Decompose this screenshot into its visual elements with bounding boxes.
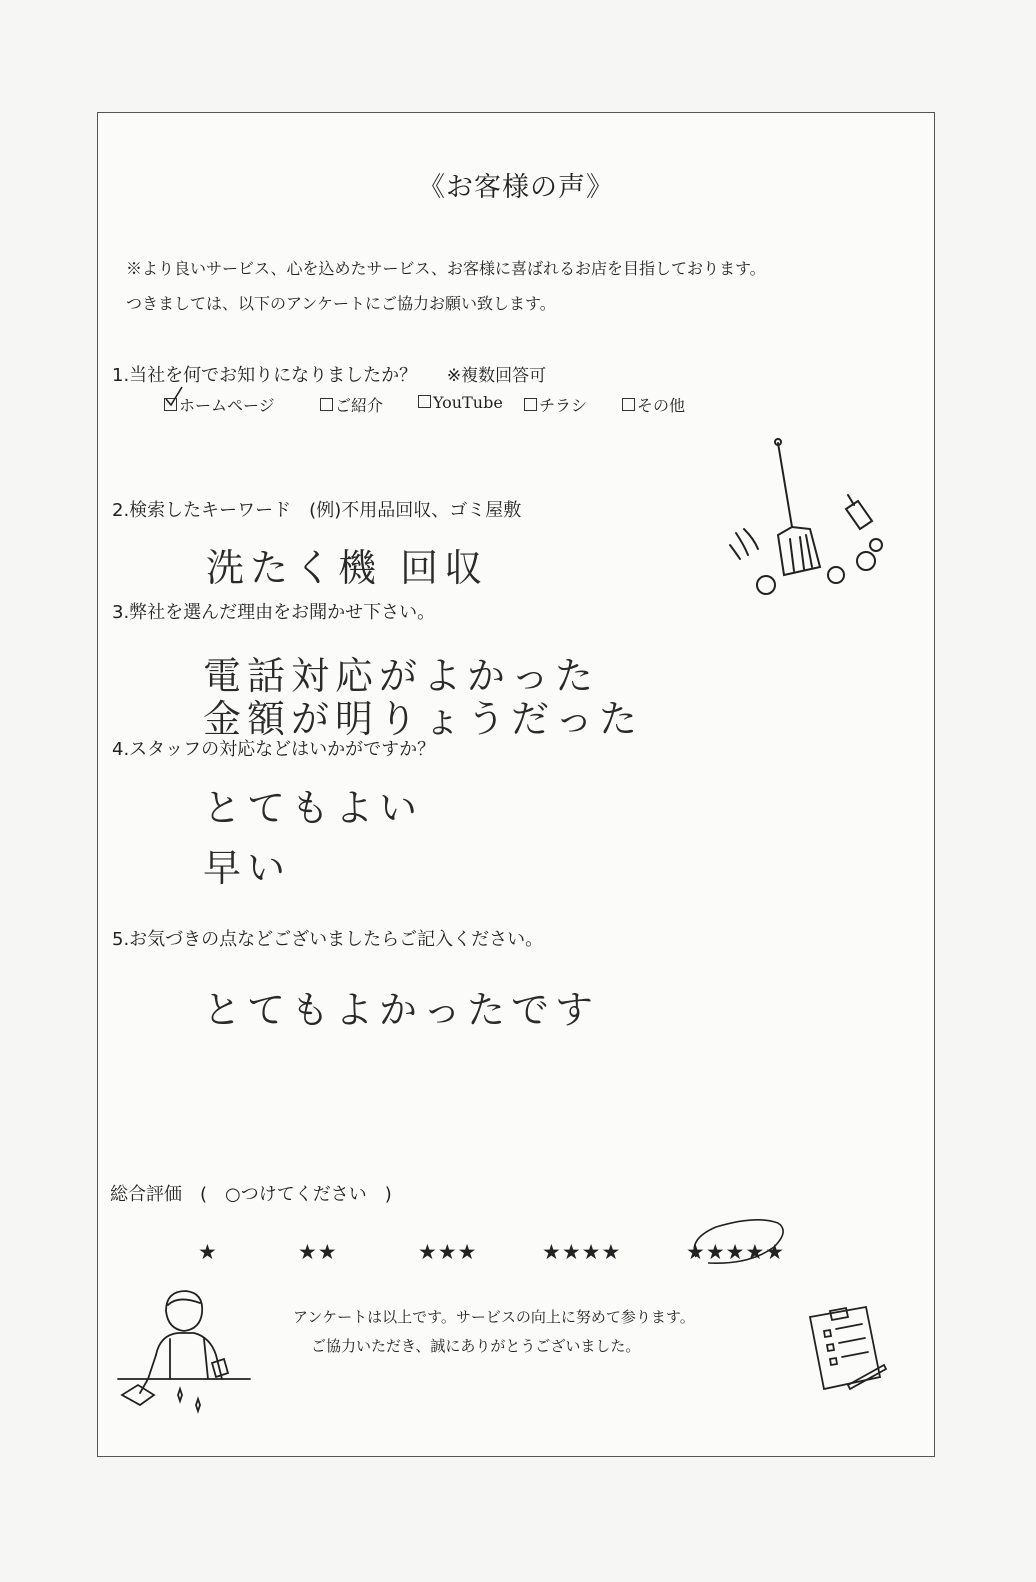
page-title: 《お客様の声》	[418, 172, 614, 203]
option-youtube[interactable]: YouTube	[418, 393, 503, 412]
rating-option-1[interactable]: ★	[198, 1240, 218, 1264]
checkbox[interactable]	[622, 398, 635, 411]
closing-line-2: ご協力いただき、誠にありがとうございました。	[311, 1337, 641, 1355]
question-1-note: ※複数回答可	[446, 366, 547, 386]
question-1-text: 1.当社を何でお知りになりましたか？	[112, 365, 418, 386]
clipboard-illustration-icon	[788, 1303, 888, 1403]
answer-4-line-2: 早い	[203, 846, 292, 890]
rating-option-3[interactable]: ★★★	[418, 1240, 478, 1264]
rating-option-4[interactable]: ★★★★	[542, 1240, 622, 1264]
option-homepage[interactable]: ホームページ	[164, 393, 275, 416]
answer-4-line-1: とてもよい	[203, 786, 424, 830]
checkbox[interactable]	[418, 395, 431, 408]
question-1	[112, 361, 546, 387]
option-flyer[interactable]: チラシ	[524, 393, 587, 416]
answer-3-line-1: 電話対応がよかった	[203, 654, 600, 698]
closing-line-1: アンケートは以上です。サービスの向上に努めて参ります。	[293, 1308, 695, 1326]
rating-option-2[interactable]: ★★	[298, 1240, 338, 1264]
answer-3-line-2: 金額が明りょうだった	[203, 697, 644, 741]
broom-illustration-icon	[726, 435, 896, 595]
question-5: 5.お気づきの点などございましたらご記入ください。	[112, 929, 544, 950]
rating-label: 総合評価 ( ○つけてください )	[110, 1184, 392, 1205]
question-3: 3.弊社を選んだ理由をお聞かせ下さい。	[112, 602, 436, 623]
checkmark-icon	[162, 385, 186, 409]
checkbox[interactable]	[524, 398, 537, 411]
answer-5: とてもよかったです	[203, 988, 600, 1032]
option-referral[interactable]: ご紹介	[320, 393, 383, 416]
question-2: 2.検索したキーワード (例)不用品回収、ゴミ屋敷	[112, 500, 522, 521]
cleaning-person-illustration-icon	[112, 1283, 252, 1418]
question-4: 4.スタッフの対応などはいかがですか？	[112, 739, 436, 760]
checkbox[interactable]	[320, 398, 333, 411]
intro-line-2: つきましては、以下のアンケートにご協力お願い致します。	[126, 294, 556, 313]
option-other[interactable]: その他	[622, 393, 685, 416]
selection-circle-icon	[686, 1213, 796, 1273]
rating-option-5[interactable]: ★★★★★	[686, 1240, 786, 1264]
survey-sheet	[97, 112, 935, 1457]
intro-line-1: ※より良いサービス、心を込めたサービス、お客様に喜ばれるお店を目指しております。	[126, 259, 766, 278]
answer-2: 洗たく機 回収	[206, 546, 489, 590]
